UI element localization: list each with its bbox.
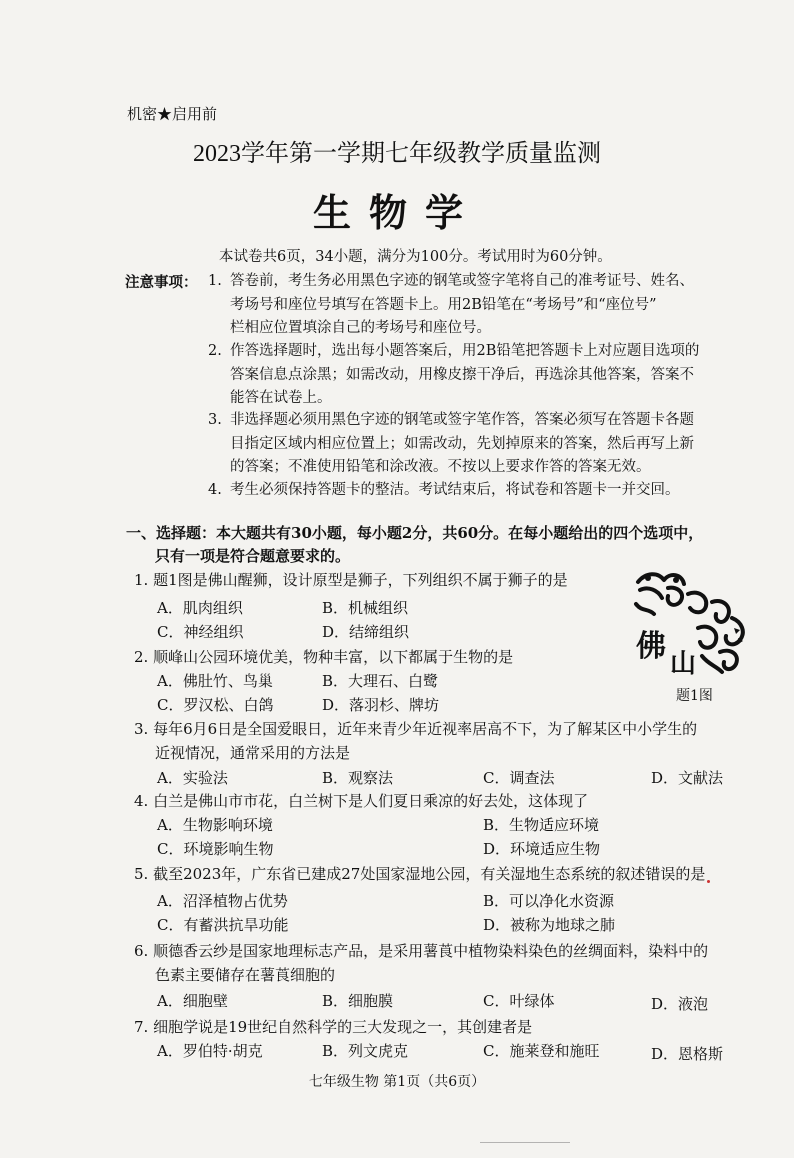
question-7-option-a: A．罗伯特·胡克 bbox=[157, 1042, 263, 1060]
question-7-option-d: D．恩格斯 bbox=[651, 1045, 724, 1063]
subject-title: 生物学 bbox=[312, 193, 481, 235]
question-1-stem: 1. 题1图是佛山醒狮，设计原型是狮子，下列组织不属于狮子的是 bbox=[134, 571, 568, 589]
note-line: 考生必须保持答题卡的整洁。考试结束后，将试卷和答题卡一并交回。 bbox=[230, 482, 680, 498]
question-5-option-b: B．可以净化水资源 bbox=[483, 892, 615, 910]
note-line: 答卷前，考生务必用黑色字迹的钢笔或签字笔将自己的准考证号、姓名、 bbox=[230, 273, 694, 289]
note-line: 非选择题必须用黑色字迹的钢笔或签字笔作答，答案必须写在答题卡各题 bbox=[230, 412, 694, 428]
question-2-option-d: D．落羽杉、牌坊 bbox=[322, 696, 440, 714]
page-footer: 七年级生物 第1页（共6页） bbox=[308, 1074, 486, 1090]
question-1-option-d: D．结缔组织 bbox=[322, 623, 410, 641]
question-5-option-c: C．有蓄洪抗旱功能 bbox=[157, 916, 289, 934]
secret-label: 机密★启用前 bbox=[127, 105, 218, 123]
note-number: 2. bbox=[208, 343, 222, 359]
note-line: 目指定区域内相应位置上；如需改动，先划掉原来的答案，然后再写上新 bbox=[230, 435, 694, 452]
question-7-option-c: C．施莱登和施旺 bbox=[483, 1042, 600, 1060]
section-heading bbox=[126, 522, 703, 568]
note-line: 的答案；不准使用铅笔和涂改液。不按以上要求作答的答案无效。 bbox=[230, 459, 651, 475]
question-3-stem-cont: 近视情况，通常采用的方法是 bbox=[155, 744, 351, 762]
question-4-option-a: A．生物影响环境 bbox=[157, 816, 273, 834]
question-3-option-d: D．文献法 bbox=[651, 769, 724, 787]
question-5-stem: 5. 截至2023年，广东省已建成27处国家湿地公园，有关湿地生态系统的叙述错误的是 bbox=[134, 865, 706, 883]
question-4-option-d: D．环境适应生物 bbox=[483, 840, 601, 858]
question-4-option-c: C．环境影响生物 bbox=[157, 840, 274, 858]
exam-intro: 本试卷共6页，34小题，满分为100分。考试用时为60分钟。 bbox=[219, 249, 612, 265]
notes-label: 注意事项： bbox=[125, 274, 198, 291]
exam-title: 2023学年第一学期七年级教学质量监测 bbox=[193, 141, 601, 167]
question-3-stem: 3. 每年6月6日是全国爱眼日，近年来青少年近视率居高不下，为了解某区中小学生的 bbox=[134, 720, 698, 738]
question-6-option-c: C．叶绿体 bbox=[483, 992, 555, 1010]
question-2-stem: 2. 顺峰山公园环境优美，物种丰富，以下都属于生物的是 bbox=[134, 648, 514, 666]
question-6-stem: 6. 顺德香云纱是国家地理标志产品，是采用薯莨中植物染料染色的丝绸面料，染料中的 bbox=[134, 942, 709, 960]
scan-artifact bbox=[480, 1142, 570, 1143]
note-line: 栏相应位置填涂自己的考场号和座位号。 bbox=[230, 320, 491, 336]
question-7-stem: 7. 细胞学说是19世纪自然科学的三大发现之一，其创建者是 bbox=[134, 1018, 533, 1036]
section-line: 只有一项是符合题意要求的。 bbox=[155, 547, 351, 565]
note-line: 答案信息点涂黑；如需改动，用橡皮擦干净后，再选涂其他答案，答案不 bbox=[230, 366, 694, 383]
question-6-stem-cont: 色素主要储存在薯莨细胞的 bbox=[155, 966, 336, 984]
lion-dance-illustration bbox=[628, 568, 750, 680]
question-3-option-a: A．实验法 bbox=[157, 769, 228, 787]
figure-char-fo: 佛 bbox=[636, 629, 666, 664]
note-number: 3. bbox=[208, 412, 222, 428]
note-number: 4. bbox=[208, 482, 222, 498]
ink-mark bbox=[707, 880, 710, 883]
note-number: 1. bbox=[208, 273, 222, 289]
question-1-option-a: A．肌肉组织 bbox=[157, 599, 243, 617]
question-2-option-b: B．大理石、白鹭 bbox=[322, 672, 439, 690]
question-5-option-a: A．沼泽植物占优势 bbox=[157, 892, 288, 910]
figure-caption: 题1图 bbox=[676, 688, 713, 704]
question-2-option-c: C．罗汉松、白鸽 bbox=[157, 696, 274, 714]
figure-char-shan: 山 bbox=[670, 649, 697, 679]
question-6-option-d: D．液泡 bbox=[651, 995, 709, 1013]
note-line: 能答在试卷上。 bbox=[230, 390, 332, 406]
question-3-option-c: C．调查法 bbox=[483, 769, 555, 787]
question-3-option-b: B．观察法 bbox=[322, 769, 394, 787]
question-4-stem: 4. 白兰是佛山市市花，白兰树下是人们夏日乘凉的好去处，这体现了 bbox=[134, 792, 589, 810]
question-5-option-d: D．被称为地球之肺 bbox=[483, 916, 616, 934]
question-2-option-a: A．佛肚竹、鸟巢 bbox=[157, 672, 273, 690]
question-1-option-b: B．机械组织 bbox=[322, 599, 409, 617]
question-6-option-a: A．细胞壁 bbox=[157, 992, 228, 1010]
section-line: 一、选择题：本大题共有30小题，每小题2分，共60分。在每小题给出的四个选项中， bbox=[126, 524, 704, 542]
note-line: 作答选择题时，选出每小题答案后，用2B铅笔把答题卡上对应题目选项的 bbox=[230, 343, 700, 359]
question-1-option-c: C．神经组织 bbox=[157, 623, 244, 641]
note-line: 考场号和座位号填写在答题卡上。用2B铅笔在“考场号”和“座位号” bbox=[230, 296, 657, 313]
question-4-option-b: B．生物适应环境 bbox=[483, 816, 600, 834]
question-7-option-b: B．列文虎克 bbox=[322, 1042, 409, 1060]
question-6-option-b: B．细胞膜 bbox=[322, 992, 394, 1010]
lion-dance-figure bbox=[628, 568, 750, 680]
